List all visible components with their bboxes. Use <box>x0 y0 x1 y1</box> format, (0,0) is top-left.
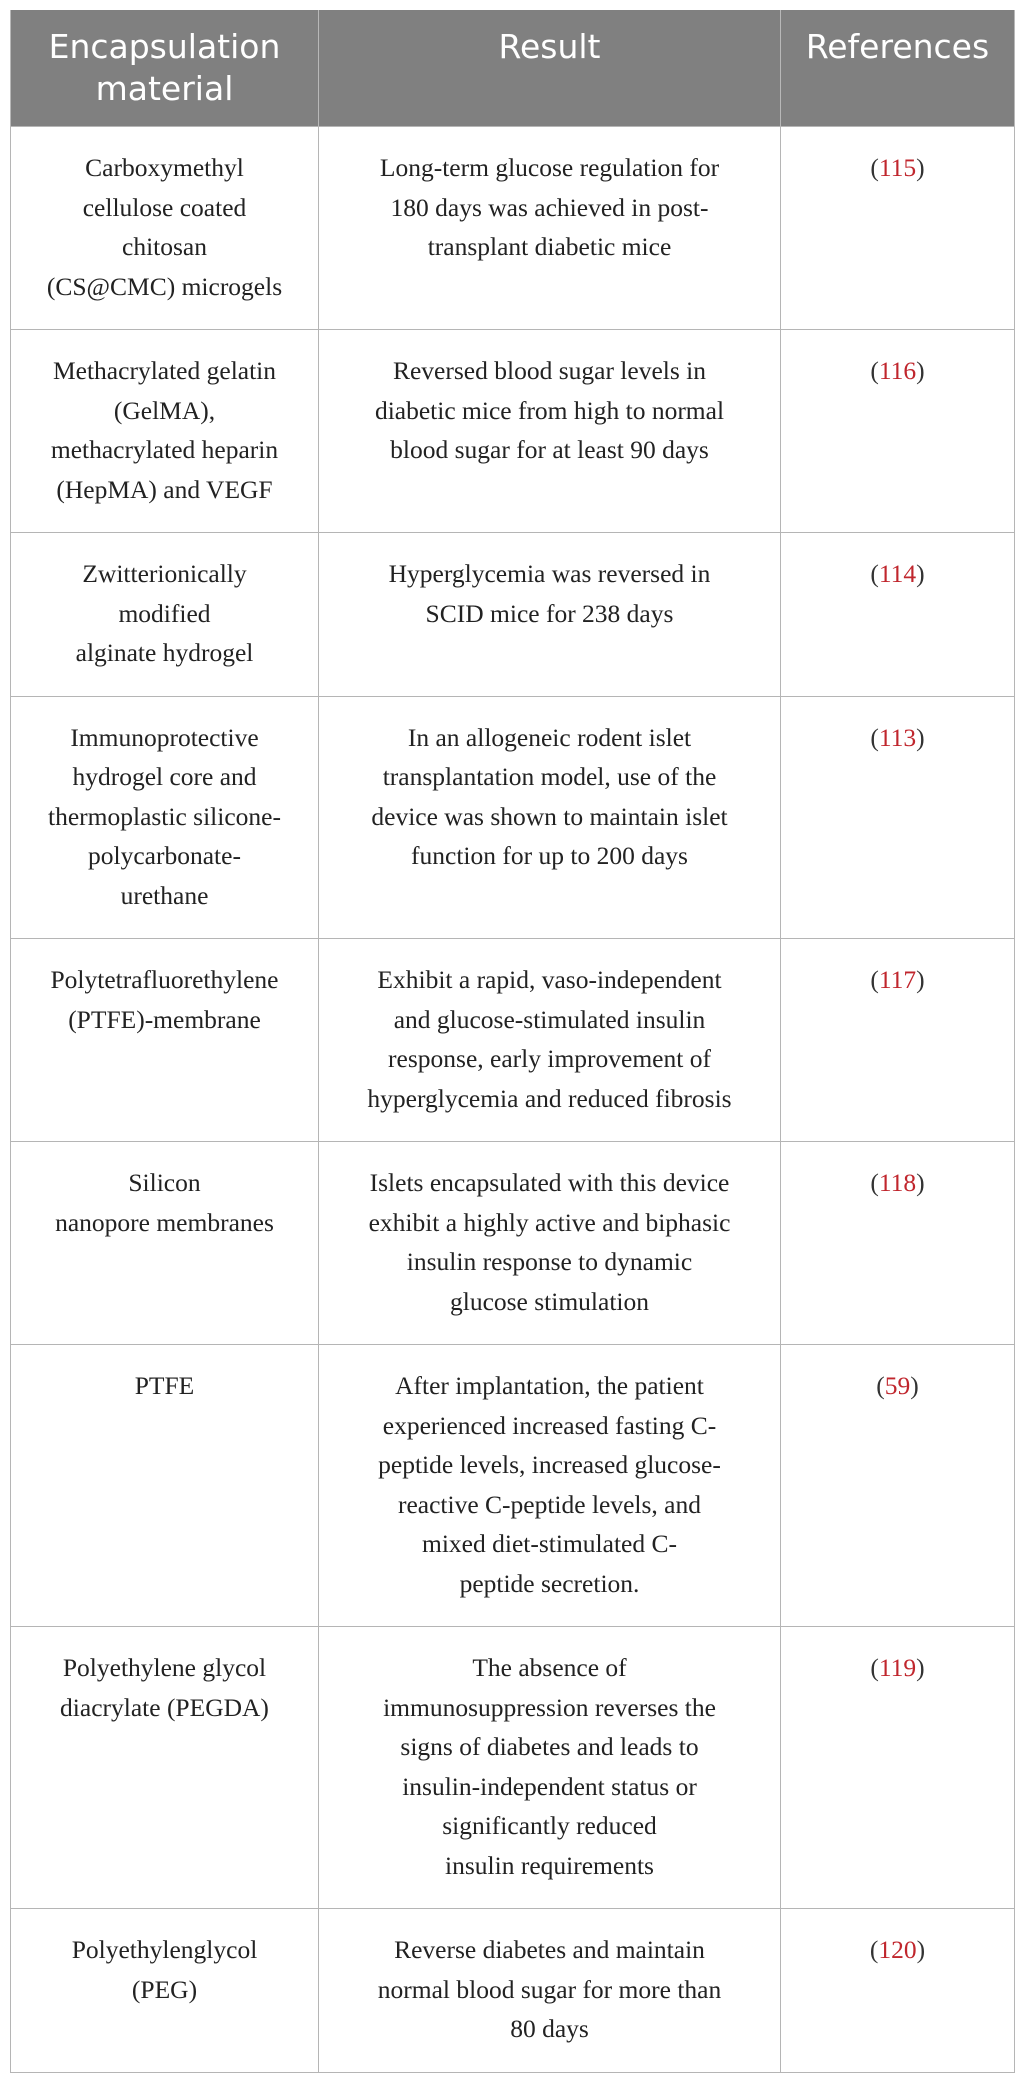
result-cell: Reversed blood sugar levels in diabetic mice from high to normal blood sugar for at least 90 days <box>319 330 781 533</box>
reference-link[interactable]: 118 <box>878 1168 917 1197</box>
result-cell: Exhibit a rapid, vaso-independent and glucose-stimulated insulin response, early improvement of hyperglycemia and reduced fibrosis <box>319 939 781 1142</box>
material-cell: Carboxymethyl cellulose coated chitosan (CS@CMC) microgels <box>11 127 319 330</box>
result-cell: In an allogeneic rodent islet transplantation model, use of the device was shown to maintain islet function for up to 200 days <box>319 696 781 939</box>
material-cell: Silicon nanopore membranes <box>11 1142 319 1345</box>
material-cell: Polyethylenglycol (PEG) <box>11 1909 319 2073</box>
reference-cell: (119) <box>781 1627 1015 1909</box>
material-cell: Zwitterionically modified alginate hydrogel <box>11 533 319 697</box>
reference-cell: (116) <box>781 330 1015 533</box>
reference-link[interactable]: 114 <box>878 559 917 588</box>
reference-link[interactable]: 120 <box>878 1935 917 1964</box>
table-row <box>11 1627 1015 1909</box>
result-cell: Reverse diabetes and maintain normal blood sugar for more than 80 days <box>319 1909 781 2073</box>
reference-cell: (115) <box>781 127 1015 330</box>
material-cell: Methacrylated gelatin (GelMA), methacrylated heparin (HepMA) and VEGF <box>11 330 319 533</box>
material-cell: PTFE <box>11 1345 319 1627</box>
reference-cell: (59) <box>781 1345 1015 1627</box>
reference-link[interactable]: 116 <box>878 356 917 385</box>
encapsulation-table <box>10 10 1015 2073</box>
table-row <box>11 127 1015 330</box>
table-row <box>11 1142 1015 1345</box>
reference-cell: (117) <box>781 939 1015 1142</box>
table-row <box>11 533 1015 697</box>
table-row <box>11 1345 1015 1627</box>
material-cell: Polyethylene glycol diacrylate (PEGDA) <box>11 1627 319 1909</box>
column-header-references: References <box>781 10 1015 127</box>
result-cell: After implantation, the patient experienced increased fasting C- peptide levels, increased glucose- reactive C-peptide levels, and mixed diet-stimulated C- peptide secretion. <box>319 1345 781 1627</box>
table-row <box>11 939 1015 1142</box>
column-header-material: Encapsulation material <box>11 10 319 127</box>
result-cell: Long-term glucose regulation for 180 days was achieved in post- transplant diabetic mice <box>319 127 781 330</box>
reference-link[interactable]: 117 <box>878 965 917 994</box>
column-header-result: Result <box>319 10 781 127</box>
result-cell: Hyperglycemia was reversed in SCID mice for 238 days <box>319 533 781 697</box>
material-cell: Polytetrafluorethylene (PTFE)-membrane <box>11 939 319 1142</box>
result-cell: Islets encapsulated with this device exhibit a highly active and biphasic insulin response to dynamic glucose stimulation <box>319 1142 781 1345</box>
reference-link[interactable]: 59 <box>884 1371 911 1400</box>
material-cell: Immunoprotective hydrogel core and thermoplastic silicone- polycarbonate- urethane <box>11 696 319 939</box>
reference-cell: (120) <box>781 1909 1015 2073</box>
reference-link[interactable]: 115 <box>878 153 917 182</box>
reference-cell: (114) <box>781 533 1015 697</box>
reference-link[interactable]: 119 <box>878 1653 917 1682</box>
table-row <box>11 330 1015 533</box>
table-header-row <box>11 10 1015 127</box>
reference-cell: (118) <box>781 1142 1015 1345</box>
reference-cell: (113) <box>781 696 1015 939</box>
result-cell: The absence of immunosuppression reverses the signs of diabetes and leads to insulin-independent status or significantly reduced insulin requirements <box>319 1627 781 1909</box>
table-row <box>11 1909 1015 2073</box>
table-row <box>11 696 1015 939</box>
reference-link[interactable]: 113 <box>878 722 917 752</box>
